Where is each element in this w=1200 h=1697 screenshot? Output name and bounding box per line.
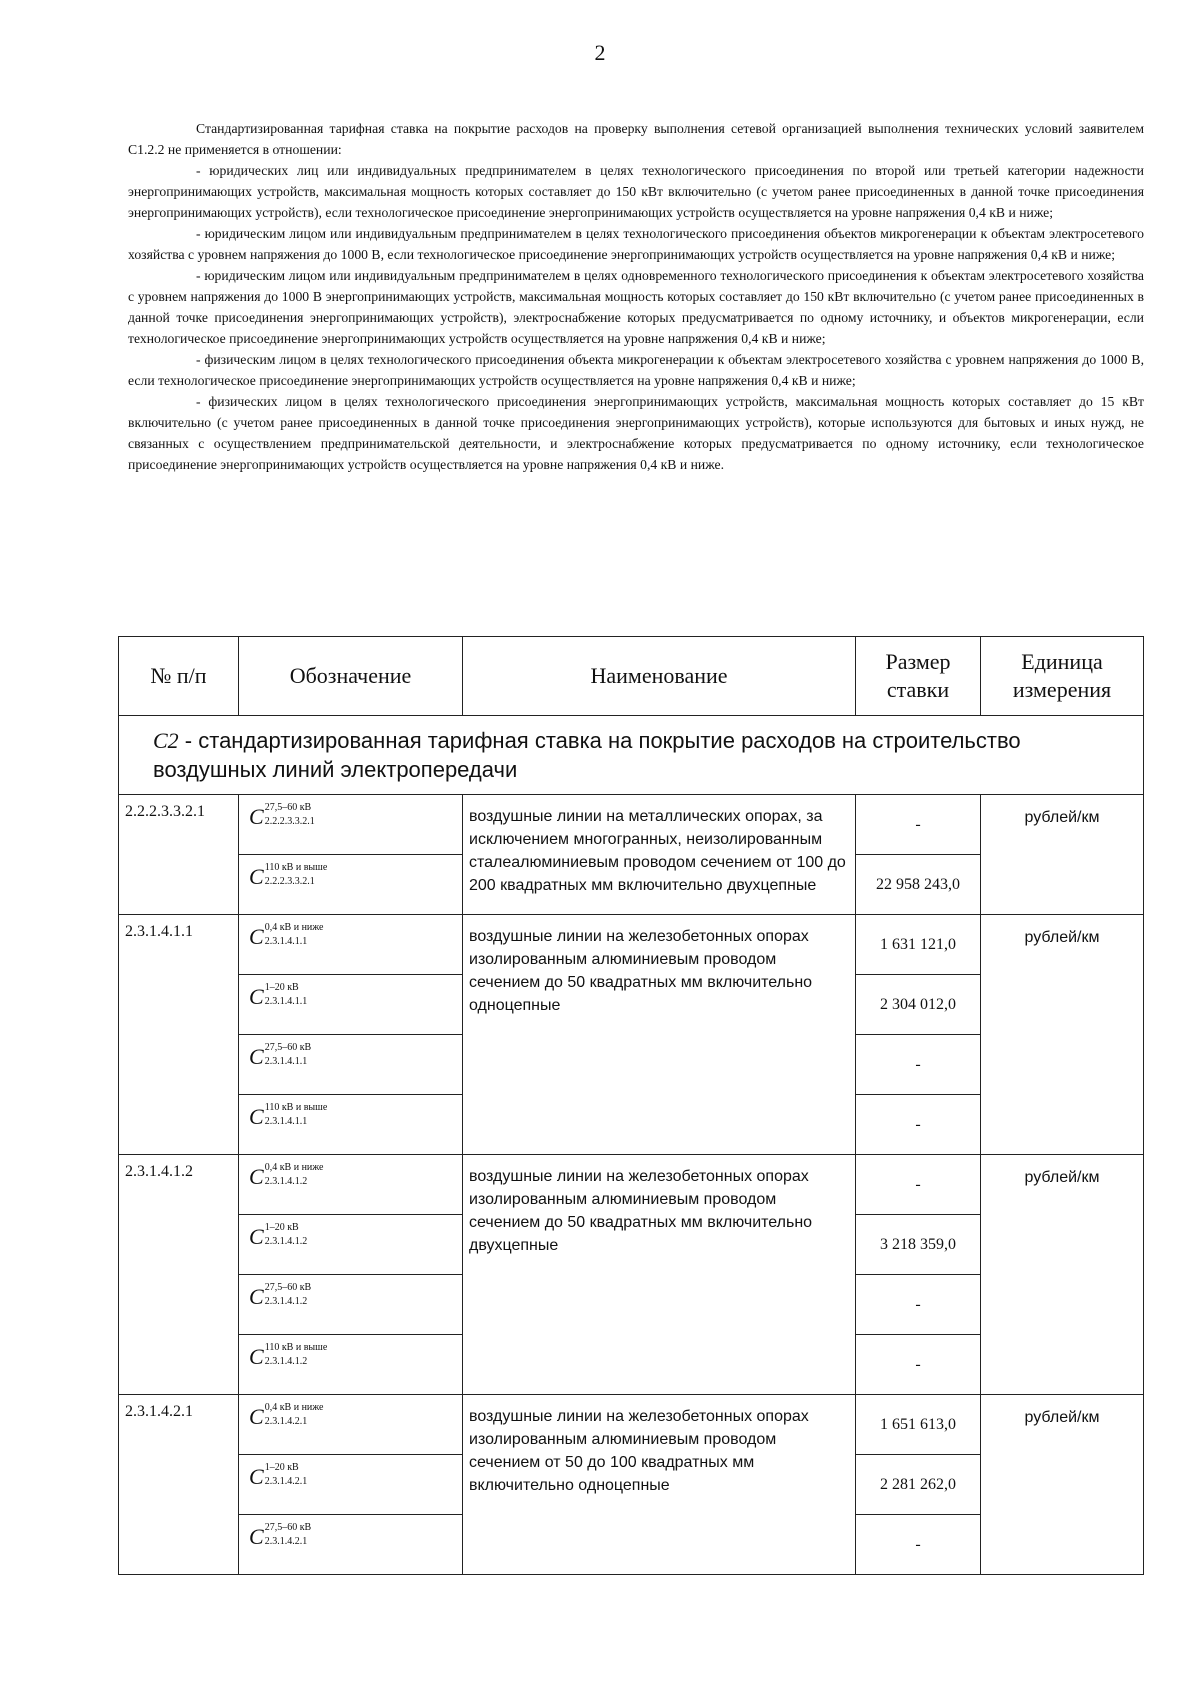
symbol-index: 2.3.1.4.1.2 (264, 1296, 308, 1307)
symbol-letter: C (249, 864, 264, 889)
symbol-voltage: 27,5–60 кВ (264, 1282, 312, 1293)
symbol-letter: C (249, 804, 264, 829)
rate-unit: рублей/км (981, 1155, 1144, 1395)
line-description: воздушные линии на металлических опорах, за исключением многогранных, неизолированным сталеалюминиевым проводом сечением от 100 до 200 квадратных мм включительно двухцепные (463, 795, 856, 915)
rate-symbol (239, 795, 463, 855)
rate-value: - (856, 1335, 981, 1395)
table-header-row (119, 637, 1144, 716)
symbol-voltage: 110 кВ и выше (264, 1342, 328, 1353)
rate-unit: рублей/км (981, 795, 1144, 915)
section-text: - стандартизированная тарифная ставка на покрытие расходов на строительство воздушных линий электропередачи (153, 728, 1021, 782)
line-description: воздушные линии на железобетонных опорах изолированным алюминиевым проводом сечением до 50 квадратных мм включительно одноцепные (463, 915, 856, 1155)
symbol-index: 2.3.1.4.2.1 (264, 1416, 308, 1427)
symbol-letter: C (249, 1224, 264, 1249)
symbol-index: 2.3.1.4.1.2 (264, 1176, 308, 1187)
section-symbol: C2 (153, 728, 179, 753)
table-row (119, 795, 1144, 855)
symbol-index: 2.3.1.4.1.1 (264, 996, 308, 1007)
symbol-letter: C (249, 1104, 264, 1129)
symbol-letter: C (249, 1524, 264, 1549)
table-row (119, 1155, 1144, 1215)
rate-symbol (239, 1335, 463, 1395)
symbol-voltage: 1–20 кВ (264, 982, 299, 993)
rate-symbol (239, 975, 463, 1035)
rate-symbol (239, 1275, 463, 1335)
header-rate: Размер ставки (856, 637, 981, 716)
intro-paragraph: - юридическим лицом или индивидуальным предпринимателем в целях технологического присоединения объектов микрогенерации к объектам электросетевого хозяйства с уровнем напряжения до 1000 В, если технологическое присоединение энергопринимающих устройств осуществляется на уровне напряжения 0,4 кВ и ниже; (128, 226, 1144, 262)
line-description: воздушные линии на железобетонных опорах изолированным алюминиевым проводом сечением от 50 до 100 квадратных мм включительно одноцепные (463, 1395, 856, 1575)
intro-paragraph: - физических лицом в целях технологического присоединения энергопринимающих устройств, максимальная мощность которых составляет до 15 кВт включительно (с учетом ранее присоединенных в данной точке присоединения энергопринимающих устройств), которые используются для бытовых и иных нужд, не связанных с осуществлением предпринимательской деятельности, и электроснабжение которых предусматривается по одному источнику, если технологическое присоединение энергопринимающих устройств осуществляется на уровне напряжения 0,4 кВ и ниже. (128, 394, 1144, 472)
symbol-voltage: 1–20 кВ (264, 1462, 299, 1473)
section-row (119, 716, 1144, 795)
symbol-voltage: 110 кВ и выше (264, 862, 328, 873)
symbol-index: 2.2.2.3.3.2.1 (264, 876, 315, 887)
symbol-letter: C (249, 984, 264, 1009)
symbol-index: 2.3.1.4.1.2 (264, 1236, 308, 1247)
symbol-voltage: 1–20 кВ (264, 1222, 299, 1233)
symbol-voltage: 27,5–60 кВ (264, 1522, 312, 1533)
symbol-voltage: 0,4 кВ и ниже (264, 1402, 324, 1413)
header-num: № п/п (119, 637, 239, 716)
symbol-voltage: 27,5–60 кВ (264, 802, 312, 813)
table-row (119, 1395, 1144, 1455)
symbol-index: 2.3.1.4.1.1 (264, 1116, 308, 1127)
symbol-letter: C (249, 1404, 264, 1429)
symbol-index: 2.2.2.3.3.2.1 (264, 816, 315, 827)
rate-unit: рублей/км (981, 1395, 1144, 1575)
rate-symbol (239, 1095, 463, 1155)
symbol-letter: C (249, 1464, 264, 1489)
rate-unit: рублей/км (981, 915, 1144, 1155)
intro-paragraph: - юридическим лицом или индивидуальным предпринимателем в целях одновременного технологического присоединения к объектам электросетевого хозяйства с уровнем напряжения до 1000 В энергопринимающих устройств, максимальная мощность которых составляет до 150 кВт включительно (с учетом ранее присоединенных в данной точке присоединения энергопринимающих устройств), электроснабжение которых предусматривается по одному источнику, и объектов микрогенерации, если технологическое присоединение энергопринимающих устройств осуществляется на уровне напряжения 0,4 кВ и ниже; (128, 268, 1144, 346)
section-title (119, 716, 1144, 795)
symbol-index: 2.3.1.4.1.1 (264, 936, 308, 947)
rate-value: - (856, 1095, 981, 1155)
symbol-voltage: 27,5–60 кВ (264, 1042, 312, 1053)
rate-symbol (239, 855, 463, 915)
rate-symbol (239, 1515, 463, 1575)
intro-paragraph: - физическим лицом в целях технологического присоединения объекта микрогенерации к объектам электросетевого хозяйства с уровнем напряжения до 1000 В, если технологическое присоединение энергопринимающих устройств осуществляется на уровне напряжения 0,4 кВ и ниже; (128, 352, 1144, 388)
rate-value: - (856, 1155, 981, 1215)
symbol-letter: C (249, 1164, 264, 1189)
rate-symbol (239, 1155, 463, 1215)
intro-paragraph: Стандартизированная тарифная ставка на покрытие расходов на проверку выполнения сетевой организацией выполнения технических условий заявителем C1.2.2 не применяется в отношении: (128, 121, 1144, 157)
symbol-index: 2.3.1.4.1.2 (264, 1356, 308, 1367)
rate-value: 3 218 359,0 (856, 1215, 981, 1275)
rate-symbol (239, 1215, 463, 1275)
rate-value: 2 281 262,0 (856, 1455, 981, 1515)
intro-paragraph: - юридических лиц или индивидуальных предпринимателем в целях технологического присоединения по второй или третьей категории надежности энергопринимающих устройств, максимальная мощность которых составляет до 150 кВт включительно (с учетом ранее присоединенных в данной точке присоединения энергопринимающих устройств), если технологическое присоединение энергопринимающих устройств осуществляется на уровне напряжения 0,4 кВ и ниже; (128, 163, 1144, 220)
rate-symbol (239, 915, 463, 975)
symbol-voltage: 110 кВ и выше (264, 1102, 328, 1113)
rate-symbol (239, 1395, 463, 1455)
rate-symbol (239, 1455, 463, 1515)
symbol-voltage: 0,4 кВ и ниже (264, 1162, 324, 1173)
rate-value: 1 651 613,0 (856, 1395, 981, 1455)
rate-value: - (856, 1035, 981, 1095)
row-number: 2.3.1.4.2.1 (119, 1395, 239, 1575)
rate-value: 1 631 121,0 (856, 915, 981, 975)
header-unit: Единица измерения (981, 637, 1144, 716)
rate-value: 2 304 012,0 (856, 975, 981, 1035)
rate-value: 22 958 243,0 (856, 855, 981, 915)
symbol-letter: C (249, 1284, 264, 1309)
page-number: 2 (594, 40, 606, 65)
symbol-index: 2.3.1.4.2.1 (264, 1536, 308, 1547)
row-number: 2.3.1.4.1.2 (119, 1155, 239, 1395)
rate-value: - (856, 1515, 981, 1575)
rate-symbol (239, 1035, 463, 1095)
row-number: 2.3.1.4.1.1 (119, 915, 239, 1155)
symbol-letter: C (249, 924, 264, 949)
header-name: Наименование (463, 637, 856, 716)
symbol-index: 2.3.1.4.1.1 (264, 1056, 308, 1067)
row-number: 2.2.2.3.3.2.1 (119, 795, 239, 915)
symbol-letter: C (249, 1344, 264, 1369)
intro-text (128, 118, 1144, 475)
rate-value: - (856, 795, 981, 855)
table-row (119, 915, 1144, 975)
header-symbol: Обозначение (239, 637, 463, 716)
line-description: воздушные линии на железобетонных опорах изолированным алюминиевым проводом сечением до 50 квадратных мм включительно двухцепные (463, 1155, 856, 1395)
rate-value: - (856, 1275, 981, 1335)
symbol-letter: C (249, 1044, 264, 1069)
symbol-voltage: 0,4 кВ и ниже (264, 922, 324, 933)
rates-table (118, 636, 1144, 1575)
symbol-index: 2.3.1.4.2.1 (264, 1476, 308, 1487)
